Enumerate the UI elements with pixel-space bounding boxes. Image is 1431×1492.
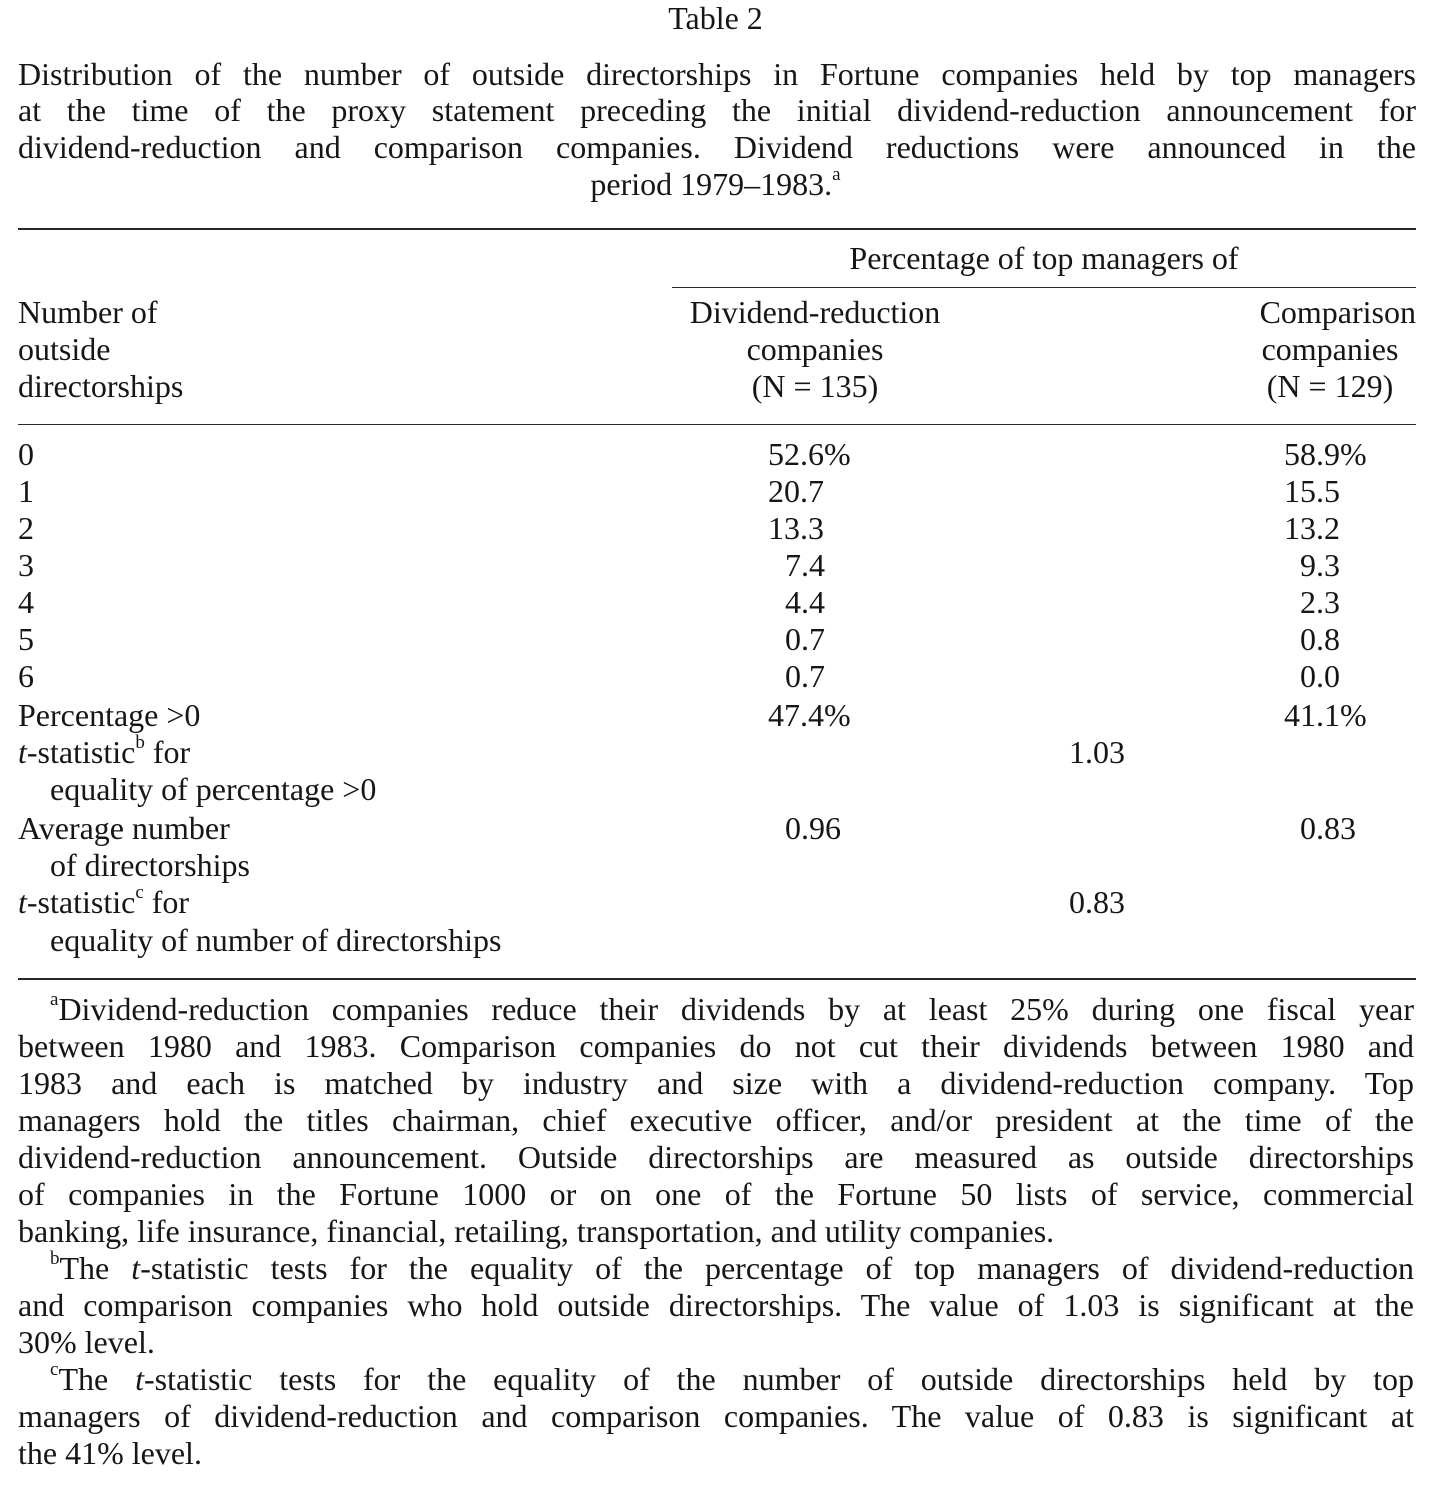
- footnote-a-line: of companies in the Fortune 1000 or on one of the Fortune 50 lists of service, commercial: [18, 1176, 1414, 1212]
- stub-header-line: outside: [18, 331, 111, 367]
- header-rule: [18, 424, 1416, 425]
- footnote-a-line: between 1980 and 1983. Comparison companies do not cut their dividends between 1980 and: [18, 1028, 1414, 1064]
- footnote-c-line: $^c$The t-statistic tests for the equality of the number of outside directorships held by top: [50, 1359, 1414, 1397]
- caption-line-3: dividend-reduction and comparison companies. Dividend reductions were announced in the: [18, 129, 1416, 165]
- spanner-rule: [672, 287, 1416, 288]
- cell-comparison: 15.5: [1284, 473, 1340, 509]
- row-label-tstat-number: t-statistic$^c$ for: [18, 882, 190, 920]
- row-label: 3: [18, 547, 34, 583]
- cell-comparison: 0.8: [1300, 621, 1340, 657]
- row-label-tstat-percentage-line2: equality of percentage >0: [50, 771, 377, 807]
- row-label: 4: [18, 584, 34, 620]
- row-label-percentage: Percentage >0: [18, 697, 201, 733]
- caption-footnote-mark: a: [832, 164, 841, 186]
- row-label-tstat-percentage: t-statistic$^b$ for: [18, 732, 191, 770]
- cell-comparison: 58.9%: [1284, 436, 1367, 472]
- cell-comparison: 0.83: [1300, 810, 1356, 846]
- cell-dividend-reduction: 52.6%: [768, 436, 851, 472]
- footnote-a-line: $^a$Dividend-reduction companies reduce their dividends by at least 25% during one fiscal year: [50, 989, 1414, 1027]
- footnote-c-line: managers of dividend-reduction and comparison companies. The value of 0.83 is significant at: [18, 1398, 1414, 1434]
- cell-comparison: 9.3: [1300, 547, 1340, 583]
- cell-comparison: 0.0: [1300, 658, 1340, 694]
- tstat-percentage-value: 1.03: [1069, 734, 1125, 770]
- footnote-mark-b: b: [135, 732, 145, 754]
- col1-header-line: (N = 135): [751, 368, 879, 404]
- cell-comparison: 2.3: [1300, 584, 1340, 620]
- cell-dividend-reduction: 20.7: [768, 473, 824, 509]
- row-label: 5: [18, 621, 34, 657]
- caption-line-2: at the time of the proxy statement preceding the initial dividend-reduction announcement for: [18, 92, 1416, 128]
- caption-line-4: period 1979–1983.$^a$: [590, 164, 841, 202]
- row-label-tstat-number-line2: equality of number of directorships: [50, 922, 502, 958]
- cell-dividend-reduction: 7.4: [785, 547, 825, 583]
- footnote-b-line: $^b$The t-statistic tests for the equality of the percentage of top managers of dividend-reduction: [50, 1248, 1415, 1286]
- col2-header-line: Comparison: [1259, 294, 1416, 330]
- table-label: Table 2: [668, 0, 763, 36]
- row-label: 0: [18, 436, 34, 472]
- footnote-mark-a: a: [50, 989, 59, 1011]
- col2-header-line: companies: [1261, 331, 1399, 367]
- cell-dividend-reduction: 0.96: [785, 810, 841, 846]
- footnote-a-line: dividend-reduction announcement. Outside directorships are measured as outside directorships: [18, 1139, 1414, 1175]
- bottom-rule: [18, 978, 1416, 980]
- footnote-c-line: the 41% level.: [18, 1435, 202, 1471]
- spanner-header: Percentage of top managers of: [849, 240, 1239, 276]
- cell-comparison: 41.1%: [1284, 697, 1367, 733]
- tstat-number-value: 0.83: [1069, 884, 1125, 920]
- footnote-mark-b: b: [50, 1248, 60, 1270]
- caption-line-1: Distribution of the number of outside directorships in Fortune companies held by top managers: [18, 56, 1416, 92]
- row-label: 1: [18, 473, 34, 509]
- footnote-a-line: banking, life insurance, financial, retailing, transportation, and utility companies.: [18, 1213, 1055, 1249]
- top-rule: [18, 228, 1416, 230]
- col1-header-line: companies: [746, 331, 884, 367]
- footnote-a-line: managers hold the titles chairman, chief executive officer, and/or president at the time of the: [18, 1102, 1414, 1138]
- cell-dividend-reduction: 47.4%: [768, 697, 851, 733]
- footnotes: [18, 991, 1414, 1472]
- col2-header-line: (N = 129): [1266, 368, 1394, 404]
- stub-header-line: directorships: [18, 368, 184, 404]
- footnote-mark-c: c: [135, 882, 144, 904]
- footnote-mark-c: c: [50, 1359, 59, 1381]
- row-label-average: Average number: [18, 810, 230, 846]
- row-label: 6: [18, 658, 34, 694]
- cell-dividend-reduction: 4.4: [785, 584, 825, 620]
- cell-dividend-reduction: 0.7: [785, 621, 825, 657]
- footnote-b-line: and comparison companies who hold outside directorships. The value of 1.03 is significant at the: [18, 1287, 1414, 1323]
- cell-comparison: 13.2: [1284, 510, 1340, 546]
- col1-header-line: Dividend-reduction: [689, 294, 941, 330]
- cell-dividend-reduction: 0.7: [785, 658, 825, 694]
- row-label-average-line2: of directorships: [50, 847, 250, 883]
- footnote-b-line: 30% level.: [18, 1324, 155, 1360]
- footnote-a-line: 1983 and each is matched by industry and size with a dividend-reduction company. Top: [18, 1065, 1414, 1101]
- row-label: 2: [18, 510, 34, 546]
- stub-header-line: Number of: [18, 294, 158, 330]
- cell-dividend-reduction: 13.3: [768, 510, 824, 546]
